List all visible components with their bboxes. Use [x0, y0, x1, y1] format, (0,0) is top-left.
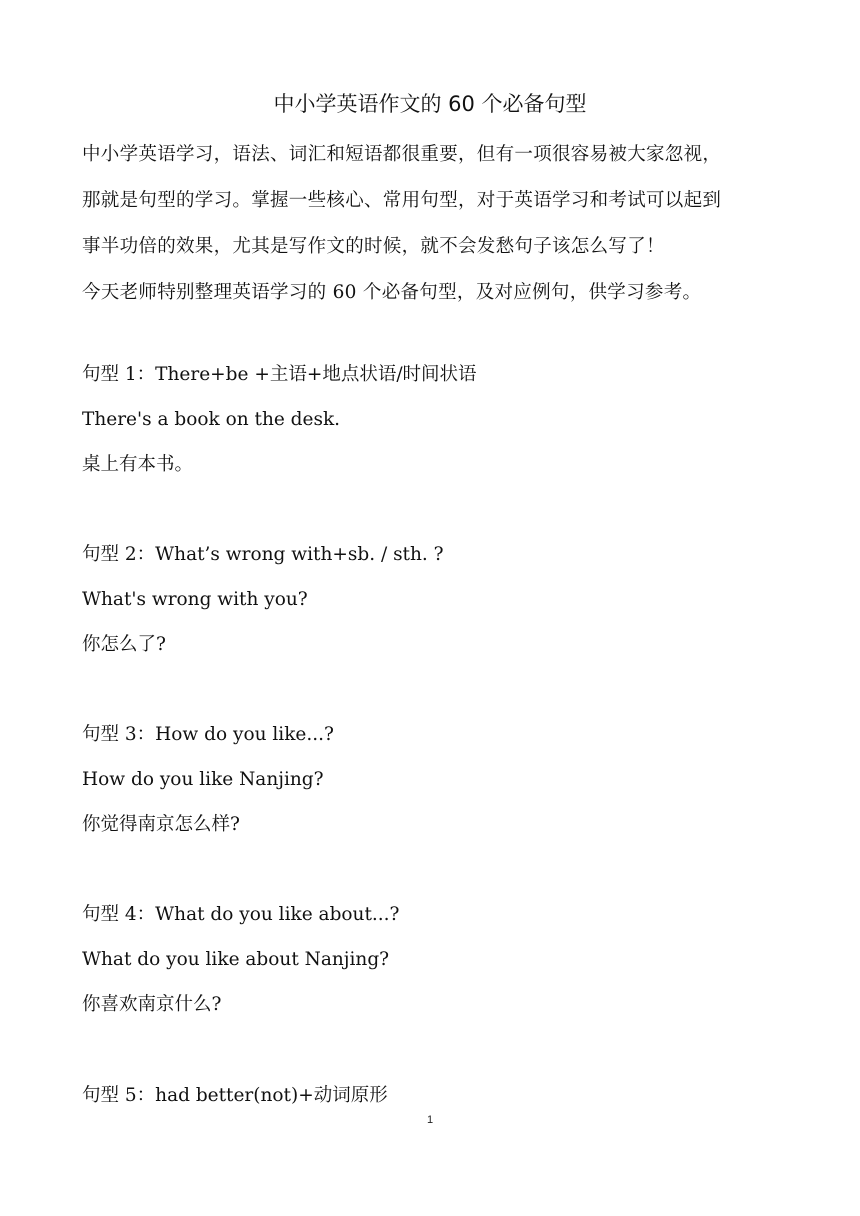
pattern-example: There's a book on the desk. [82, 409, 341, 430]
intro-line: 今天老师特别整理英语学习的 60 个必备句型，及对应例句，供学习参考。 [82, 282, 702, 303]
page-number: 1 [426, 1114, 434, 1126]
pattern-translation: 你怎么了? [82, 634, 166, 655]
pattern-heading: 句型 5：had better(not)+动词原形 [82, 1085, 388, 1106]
pattern-translation: 你喜欢南京什么? [82, 994, 222, 1015]
pattern-heading: 句型 1：There+be +主语+地点状语/时间状语 [82, 364, 477, 385]
intro-line: 中小学英语学习，语法、词汇和短语都很重要，但有一项很容易被大家忽视， [82, 144, 722, 165]
page-title: 中小学英语作文的 60 个必备句型 [273, 92, 587, 116]
sentence-pattern-3 [82, 712, 782, 847]
pattern-example: What's wrong with you? [82, 589, 308, 610]
pattern-heading: 句型 4：What do you like about...? [82, 904, 400, 925]
pattern-example: What do you like about Nanjing? [82, 949, 390, 970]
intro-line: 事半功倍的效果，尤其是写作文的时候，就不会发愁句子该怎么写了！ [82, 236, 665, 257]
intro-paragraph [82, 132, 792, 316]
pattern-translation: 你觉得南京怎么样? [82, 814, 240, 835]
sentence-pattern-4 [82, 892, 782, 1027]
pattern-translation: 桌上有本书。 [82, 454, 194, 475]
sentence-pattern-2 [82, 532, 782, 667]
pattern-heading: 句型 3：How do you like...? [82, 724, 334, 745]
pattern-heading: 句型 2：What’s wrong with+sb. / sth. ? [82, 544, 444, 565]
pattern-example: How do you like Nanjing? [82, 769, 324, 790]
sentence-pattern-1 [82, 352, 782, 487]
intro-line: 那就是句型的学习。掌握一些核心、常用句型，对于英语学习和考试可以起到 [82, 190, 722, 211]
